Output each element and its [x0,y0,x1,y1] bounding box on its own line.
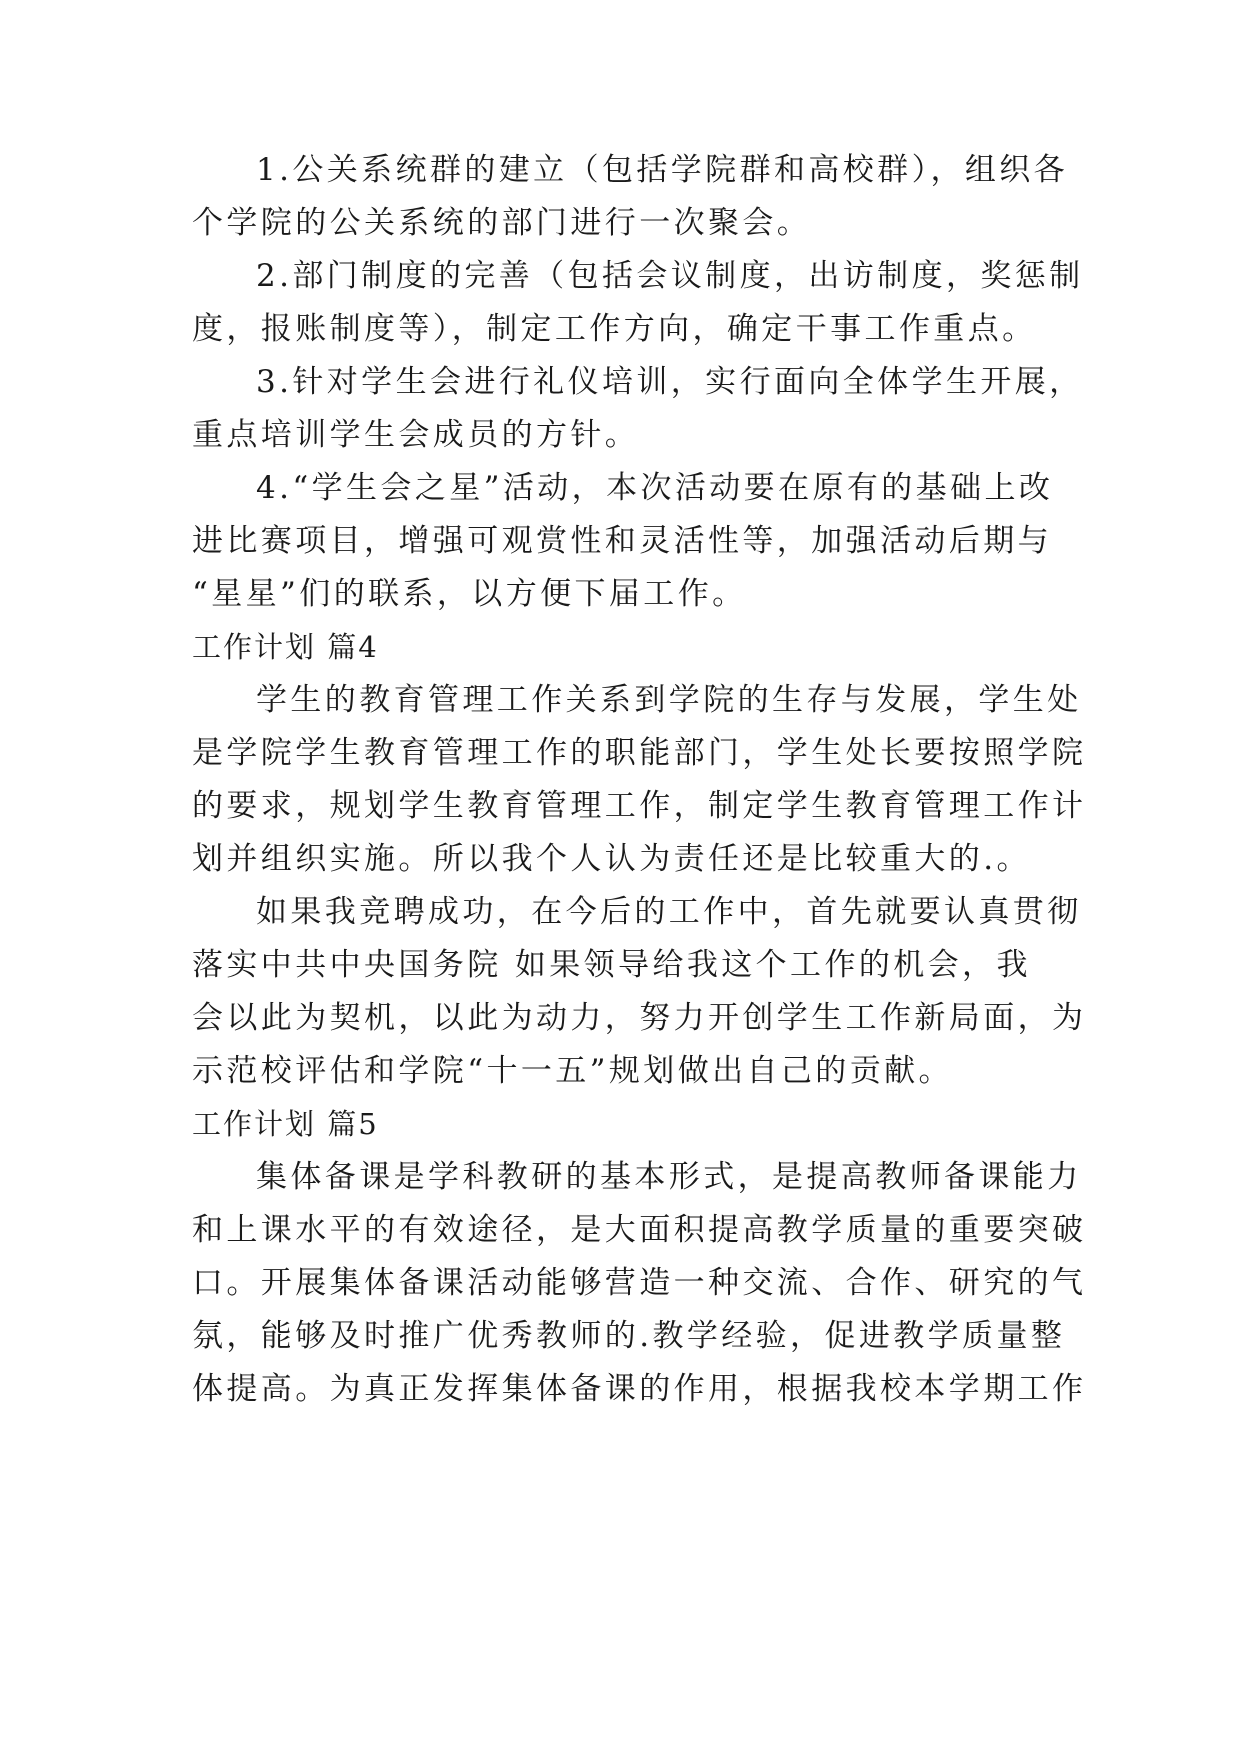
paragraph-line: 会以此为契机，以此为动力，努力开创学生工作新局面，为 [192,1000,1087,1036]
paragraph-line: 1.公关系统群的建立（包括学院群和高校群），组织各 [256,152,1069,188]
paragraph-line: 体提高。为真正发挥集体备课的作用，根据我校本学期工作 [192,1371,1087,1407]
paragraph-line: 进比赛项目，增强可观赏性和灵活性等，加强活动后期与 [192,523,1052,559]
paragraph-line: 4.“学生会之星”活动，本次活动要在原有的基础上改 [256,470,1054,506]
paragraph-line: 学生的教育管理工作关系到学院的生存与发展，学生处 [256,682,1082,718]
paragraph-line: 和上课水平的有效途径，是大面积提高教学质量的重要突破 [192,1212,1087,1248]
section-heading: 工作计划 篇5 [192,1107,379,1141]
paragraph-line: 3.针对学生会进行礼仪培训，实行面向全体学生开展， [256,364,1084,400]
paragraph-line: 个学院的公关系统的部门进行一次聚会。 [192,205,812,241]
paragraph-line: “星星”们的联系，以方便下届工作。 [192,576,747,612]
paragraph-line: 是学院学生教育管理工作的职能部门，学生处长要按照学院 [192,735,1087,771]
paragraph-line: 集体备课是学科教研的基本形式，是提高教师备课能力 [256,1159,1082,1195]
paragraph-line: 落实中共中央国务院 如果领导给我这个工作的机会，我 [192,947,1031,983]
paragraph-line: 划并组织实施。所以我个人认为责任还是比较重大的.。 [192,841,1031,877]
paragraph-line: 度，报账制度等），制定工作方向，确定干事工作重点。 [192,311,1037,347]
paragraph-line: 2.部门制度的完善（包括会议制度，出访制度，奖惩制 [256,258,1084,294]
paragraph-line: 氛，能够及时推广优秀教师的.教学经验，促进教学质量整 [192,1318,1066,1354]
paragraph-line: 示范校评估和学院“十一五”规划做出自己的贡献。 [192,1053,953,1089]
paragraph-line: 如果我竞聘成功，在今后的工作中，首先就要认真贯彻 [256,894,1082,930]
paragraph-line: 口。开展集体备课活动能够营造一种交流、合作、研究的气 [192,1265,1087,1301]
paragraph-line: 的要求，规划学生教育管理工作，制定学生教育管理工作计 [192,788,1087,824]
section-heading: 工作计划 篇4 [192,630,379,664]
paragraph-line: 重点培训学生会成员的方针。 [192,417,640,453]
